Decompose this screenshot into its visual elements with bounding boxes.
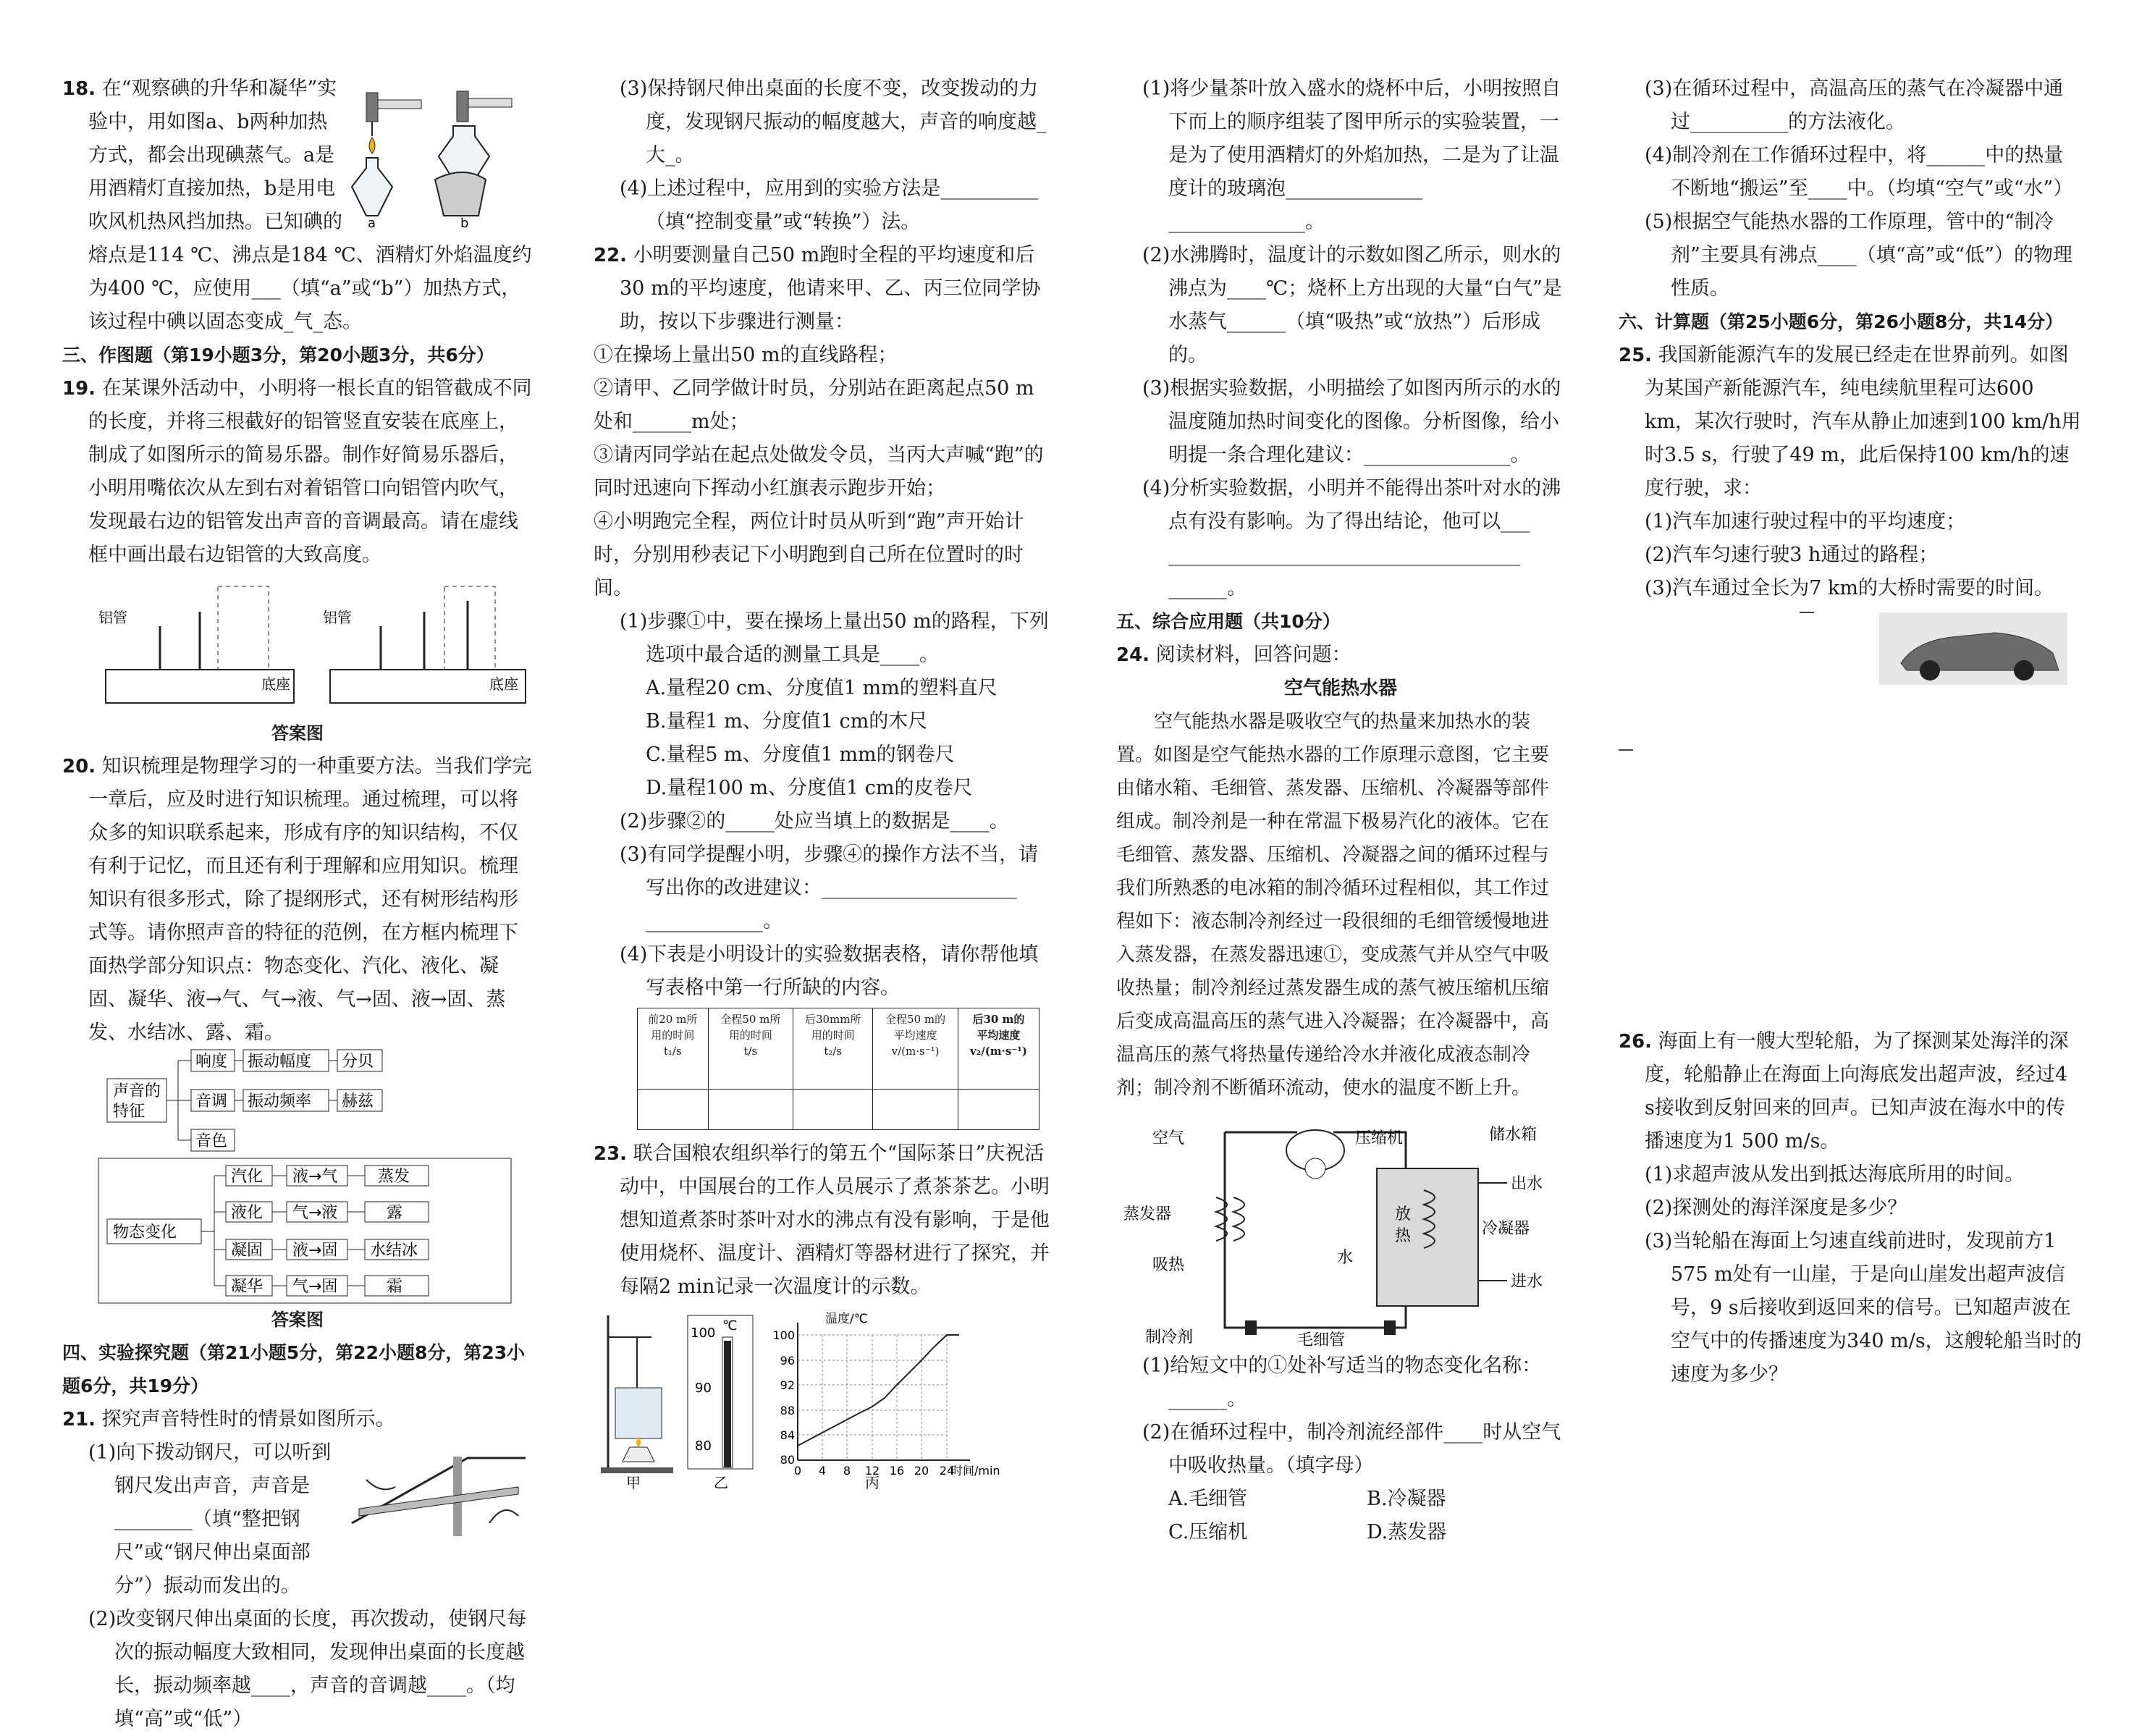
question-21 bbox=[62, 1403, 533, 1436]
q22-data-table bbox=[637, 1008, 1039, 1130]
diag-condenser: 冷凝器 bbox=[1482, 1220, 1530, 1238]
q24-text: 阅读材料，回答问题： bbox=[1155, 644, 1351, 666]
diag-water-in: 进水 bbox=[1511, 1273, 1543, 1291]
tree2-r3c1: 凝固 bbox=[231, 1242, 263, 1260]
graph-xtick-12: 12 bbox=[864, 1464, 880, 1478]
diag-release-2: 热 bbox=[1395, 1227, 1412, 1245]
table-header-1: 前20 m所 用的时间 t₁/s bbox=[638, 1008, 709, 1090]
figure-iodine-heating bbox=[352, 78, 533, 230]
q23-sub-2: (2)水沸腾时，温度计的示数如图乙所示，则水的沸点为____℃；烧杯上方出现的大量“白气”是水蒸气______（填“吸热”或“放热”）后形成的。 bbox=[1142, 244, 1562, 366]
thermo-tick-80: 80 bbox=[695, 1438, 712, 1454]
q21-sub-4: (4)上述过程中，应用到的实验方法是__________（填“控制变量”或“转换”）法。 bbox=[620, 177, 1039, 233]
q26-part-3: (3)当轮船在海面上匀速直线前进时，发现前方1 575 m处有一山崖，于是向山崖发出超声波信号，9 s后接收到返回来的信号。已知超声波在空气中的传播速度为340 m/s，这艘轮船当时的速度为多少？ bbox=[1645, 1230, 2082, 1386]
tree2-r4c3: 霜 bbox=[387, 1278, 403, 1296]
diag-refrigerant: 制冷剂 bbox=[1145, 1328, 1194, 1347]
column-2 bbox=[594, 72, 1050, 1489]
graph-xtick-16: 16 bbox=[889, 1464, 905, 1478]
question-19 bbox=[62, 372, 533, 572]
graph-grid bbox=[798, 1335, 947, 1460]
figure-car bbox=[1619, 605, 2082, 707]
table-cell bbox=[638, 1090, 709, 1130]
q22-number: 22. bbox=[594, 245, 628, 266]
label-yi: 乙 bbox=[714, 1474, 728, 1491]
q20-text: 知识梳理是物理学习的一种重要方法。当我们学完一章后，应及时进行知识梳理。通过梳理，可以将众多的知识联系起来，形成有序的知识结构，不仅有利于记忆，而且还有利于理解和应用知识。梳理知识有很多形式，除了提纲形式，还有树形结构形式等。请你照声音的特征的范例，在方框内梳理下面热学部分知识点：物态变化、汽化、液化、凝固、凝华、液→气、气→液、气→固、液→固、蒸发、水结冰、露、霜。 bbox=[88, 755, 532, 1044]
graph-ytick-100: 100 bbox=[772, 1328, 795, 1342]
question-22 bbox=[594, 239, 1050, 339]
q25-part-2: (2)汽车匀速行驶3 h通过的路程； bbox=[1645, 544, 1939, 566]
thermo-unit: ℃ bbox=[722, 1318, 738, 1333]
q22-part-2: (2)步骤②的_____处应当填上的数据是____。 bbox=[620, 810, 1009, 833]
graph-ytick-80: 80 bbox=[780, 1453, 795, 1467]
tree1-r1c1: 响度 bbox=[195, 1053, 228, 1071]
thermo-tick-100: 100 bbox=[691, 1326, 716, 1341]
q22-part-1: (1)步骤①中，要在操场上量出50 m的路程，下列选项中最合适的测量工具是____。 bbox=[620, 610, 1049, 666]
graph-xtick-24: 24 bbox=[939, 1464, 955, 1478]
q23-figures bbox=[594, 1308, 1050, 1489]
question-24 bbox=[1116, 639, 1565, 672]
tree2-row-4 bbox=[214, 1276, 429, 1296]
q25-number: 25. bbox=[1619, 345, 1653, 366]
q24-part-3: (3)在循环过程中，高温高压的蒸气在冷凝器中通过__________的方法液化。 bbox=[1645, 77, 2064, 133]
table-cell bbox=[958, 1090, 1039, 1130]
tree2-r3c3: 水结冰 bbox=[370, 1242, 418, 1260]
label-a: a bbox=[368, 216, 376, 231]
tube-label-1: 铝管 bbox=[98, 609, 127, 626]
question-23 bbox=[594, 1137, 1050, 1304]
graph-xtick-20: 20 bbox=[914, 1464, 929, 1478]
q19-text: 在某课外活动中，小明将一根长直的铝管截成不同的长度，并将三根截好的铝管竖直安装在底座上，制成了如图所示的简易乐器。制作好简易乐器后，小明用嘴依次从左到右对着铝管口向铝管内吹气，发现最右边的铝管发出声音的音调最高。请在虚线框中画出最右边铝管的大致高度。 bbox=[88, 377, 532, 566]
q25-part-3: (3)汽车通过全长为7 km的大桥时需要的时间。 bbox=[1645, 577, 2054, 599]
base-label-2: 底座 bbox=[489, 675, 518, 693]
q23-text: 联合国粮农组织举行的第五个“国际茶日”庆祝活动中，中国展台的工作人员展示了煮茶茶艺。小明想知道煮茶时茶叶对水的沸点有没有影响，于是他使用烧杯、温度计、酒精灯等器材进行了探究，并每隔2 min记录一次温度计的示数。 bbox=[620, 1142, 1050, 1298]
q24-option-d: D.蒸发器 bbox=[1367, 1521, 1447, 1543]
q21-sub-3: (3)保持钢尺伸出桌面的长度不变，改变拨动的力度，发现钢尺振动的幅度越大，声音的响度越_大_。 bbox=[620, 77, 1047, 167]
tree2-root: 物态变化 bbox=[113, 1223, 177, 1242]
figure-apparatus bbox=[601, 1315, 673, 1491]
q23-sub-1: (1)将少量茶叶放入盛水的烧杯中后，小明按照自下而上的顺序组装了图甲所示的实验装置，一是为了使用酒精灯的外焰加热，二是为了让温度计的玻璃泡______________ bbox=[1142, 77, 1561, 200]
diag-water-out: 出水 bbox=[1511, 1175, 1543, 1193]
q22-step-3: ③请丙同学站在起点处做发令员，当丙大声喊“跑”的同时迅速向下挥动小红旗表示跑步开始； bbox=[594, 444, 1044, 500]
q23-number: 23. bbox=[594, 1143, 628, 1165]
graph-ytick-92: 92 bbox=[780, 1378, 795, 1392]
diag-capillary: 毛细管 bbox=[1297, 1331, 1346, 1349]
tree1-root-line1: 声音的 bbox=[113, 1082, 161, 1100]
question-18 bbox=[62, 72, 533, 339]
graph-xtick-4: 4 bbox=[818, 1464, 827, 1478]
q26-part-1: (1)求超声波从发出到抵达海底所用的时间。 bbox=[1645, 1163, 2025, 1186]
q21-text: 探究声音特性时的情景如图所示。 bbox=[101, 1408, 395, 1430]
graph-ytick-96: 96 bbox=[780, 1354, 795, 1368]
q23-sub-4: (4)分析实验数据，小明并不能得出茶叶对水的沸点有没有影响。为了得出结论，他可以___ bbox=[1142, 477, 1561, 533]
q22-step-2: ②请甲、乙同学做计时员，分别站在距离起点50 m处和______m处； bbox=[594, 377, 1034, 433]
graph-ytick-88: 88 bbox=[780, 1404, 795, 1417]
tree2-row-3 bbox=[214, 1239, 429, 1260]
graph-ytick-84: 84 bbox=[780, 1428, 795, 1442]
diag-air: 空气 bbox=[1152, 1129, 1185, 1147]
label-b: b bbox=[460, 216, 469, 231]
thermo-tick-90: 90 bbox=[695, 1381, 712, 1396]
table-cell bbox=[793, 1090, 873, 1130]
q26-part-2: (2)探测处的海洋深度是多少？ bbox=[1645, 1197, 1907, 1219]
q24-number: 24. bbox=[1116, 644, 1150, 666]
tree1-r1c2: 振动幅度 bbox=[248, 1053, 312, 1071]
tree2-row-1 bbox=[214, 1166, 429, 1186]
tree1-root-line2: 特征 bbox=[113, 1103, 146, 1121]
q22-part-3-blank: ____________。 bbox=[646, 910, 783, 932]
q23-sub-1-blank: ______________。 bbox=[1168, 211, 1325, 233]
q22-step-1: ①在操场上量出50 m的直线路程； bbox=[594, 344, 898, 366]
q21-number: 21. bbox=[62, 1409, 96, 1430]
passage-body: 空气能热水器是吸收空气的热量来加热水的装置。如图是空气能热水器的工作原理示意图，它主要由储水箱、毛细管、蒸发器、压缩机、冷凝器等部件组成。制冷剂是一种在常温下极易汽化的液体。它在毛细管、蒸发器、压缩机、冷凝器之间的循环过程与我们所熟悉的电冰箱的制冷循环过程相似，其工作过程如下：液态制冷剂经过一段很细的毛细管缓慢地进入蒸发器，在蒸发器迅速①，变成蒸气并从空气中吸收热量；制冷剂经过蒸发器生成的蒸气被压缩机压缩后变成高温高压的蒸气进入冷凝器；在冷凝器中，高温高压的蒸气将热量传递给冷水并液化成液态制冷剂；制冷剂不断循环流动，使水的温度不断上升。 bbox=[1116, 711, 1550, 1099]
q26-text: 海面上有一艘大型轮船，为了探测某处海洋的深度，轮船静止在海面上向海底发出超声波，经过4 s接收到反射回来的回声。已知声波在海水中的传播速度为1 500 m/s。 bbox=[1645, 1030, 2069, 1153]
question-20 bbox=[62, 750, 533, 1050]
tree2-r1c1: 汽化 bbox=[231, 1168, 263, 1186]
column-3 bbox=[1116, 72, 1565, 1549]
tree1-r2c1: 音调 bbox=[195, 1092, 228, 1111]
q22-text: 小明要测量自己50 m跑时全程的平均速度和后30 m的平均速度，他请来甲、乙、丙三位同学协助，按以下步骤进行测量： bbox=[620, 244, 1041, 333]
q24-part-1: (1)给短文中的①处补写适当的物态变化名称：______。 bbox=[1142, 1354, 1542, 1410]
q19-caption: 答案图 bbox=[271, 723, 324, 743]
q21-sub-1: (1)向下拨动钢尺，可以听到钢尺发出声音，声音是________（填“整把钢尺”或“钢尺伸出桌面部分”）振动而发出的。 bbox=[88, 1441, 332, 1597]
table-cell bbox=[708, 1090, 793, 1130]
q21-sub-1-block bbox=[62, 1436, 533, 1603]
q24-part-4: (4)制冷剂在工作循环过程中，将______中的热量不断地“搬运”至____中。（均填“空气”或“水”） bbox=[1645, 144, 2073, 200]
table-header-3: 后30mm所 用的时间 t₂/s bbox=[793, 1008, 873, 1090]
q20-caption: 答案图 bbox=[271, 1310, 324, 1330]
q18-number: 18. bbox=[62, 78, 96, 100]
tree2-row-2 bbox=[214, 1202, 429, 1222]
q25-part-1: (1)汽车加速行驶过程中的平均速度； bbox=[1645, 510, 1966, 533]
tree2-r2c3: 露 bbox=[387, 1204, 403, 1222]
diag-absorb: 吸热 bbox=[1152, 1256, 1185, 1274]
q23-sub-4-blank-1: ____________________________________ bbox=[1168, 544, 1520, 566]
tree1-r2c3: 赫兹 bbox=[342, 1092, 374, 1111]
figure-tube-instrument bbox=[62, 572, 533, 717]
q22-option-c: C.量程5 m、分度值1 mm的钢卷尺 bbox=[646, 743, 955, 766]
q22-option-a: A.量程20 cm、分度值1 mm的塑料直尺 bbox=[646, 677, 998, 699]
q26-number: 26. bbox=[1619, 1031, 1653, 1053]
tree1-r2c2: 振动频率 bbox=[248, 1092, 312, 1111]
table-header-5: 后30 m的 平均速度 v₂/(m·s⁻¹) bbox=[958, 1008, 1039, 1090]
figure-heat-pump-diagram bbox=[1116, 1111, 1565, 1349]
section-6-heading: 六、计算题（第25小题6分，第26小题8分，共14分） bbox=[1619, 311, 2064, 332]
diag-water: 水 bbox=[1337, 1249, 1354, 1267]
diag-release: 放热 bbox=[1388, 1255, 1389, 1256]
q21-sub-2: (2)改变钢尺伸出桌面的长度，再次拨动，使钢尺每次的振动幅度大致相同，发现伸出桌面的长度越长，振动频率越____，声音的音调越____。（均填“高”或“低”） bbox=[88, 1608, 527, 1730]
table-header-4: 全程50 m的 平均速度 v/(m·s⁻¹) bbox=[873, 1008, 958, 1090]
q24-option-c: C.压缩机 bbox=[1168, 1521, 1248, 1543]
q25-text: 我国新能源汽车的发展已经走在世界前列。如图为某国产新能源汽车，纯电续航里程可达600 km，某次行驶时，汽车从静止加速到100 km/h用时3.5 s，行驶了49 m，此后保持100 km/h的速度行驶，求： bbox=[1645, 344, 2081, 500]
tree2-r3c2: 液→固 bbox=[292, 1242, 338, 1260]
diag-compressor: 压缩机 bbox=[1355, 1129, 1404, 1147]
q22-option-b: B.量程1 m、分度值1 cm的木尺 bbox=[646, 710, 928, 733]
knowledge-tree-state-change bbox=[62, 1158, 533, 1303]
diag-evaporator: 蒸发器 bbox=[1123, 1205, 1172, 1223]
tree2-r1c3: 蒸发 bbox=[378, 1168, 410, 1186]
tree1-r3c1: 音色 bbox=[195, 1132, 228, 1150]
table-cell bbox=[873, 1090, 958, 1130]
passage-title: 空气能热水器 bbox=[1283, 678, 1397, 699]
base-label-1: 底座 bbox=[261, 675, 290, 693]
question-25 bbox=[1619, 339, 2082, 505]
q18-text: 在“观察碘的升华和凝华”实验中，用如图a、b两种加热方式，都会出现碘蒸气。a是用酒精灯直接加热，b是用电吹风机热风挡加热。已知碘的熔点是114 ℃、沸点是184 ℃、酒精灯外焰温度约为400 ℃，应使用___（填“a”或“b”）加热方式，该过程中碘以固态变成_气_态。 bbox=[88, 77, 532, 333]
q22-part-4: (4)下表是小明设计的实验数据表格，请你帮他填写表格中第一行所缺的内容。 bbox=[620, 943, 1039, 999]
q24-part-5: (5)根据空气能热水器的工作原理，管中的“制冷剂”主要具有沸点____（填“高”或“低”）的物理性质。 bbox=[1645, 211, 2073, 300]
figure-temperature-graph bbox=[772, 1312, 1000, 1491]
table-header-2: 全程50 m所 用的时间 t/s bbox=[708, 1008, 793, 1090]
graph-temperature-line bbox=[798, 1335, 959, 1446]
tree2-r2c2: 气→液 bbox=[292, 1204, 338, 1222]
q19-number: 19. bbox=[62, 378, 96, 400]
tree2-r1c2: 液→气 bbox=[292, 1168, 338, 1186]
q25-answer-space bbox=[1619, 707, 2082, 1025]
graph-xlabel: 时间/min bbox=[951, 1464, 1000, 1478]
graph-ylabel: 温度/℃ bbox=[825, 1312, 868, 1326]
tree2-r2c1: 液化 bbox=[231, 1204, 263, 1222]
question-26 bbox=[1619, 1025, 2082, 1158]
section-5-heading: 五、综合应用题（共10分） bbox=[1116, 611, 1341, 632]
tree1-r1c3: 分贝 bbox=[342, 1053, 374, 1071]
q24-option-b: B.冷凝器 bbox=[1367, 1488, 1446, 1510]
label-bing: 丙 bbox=[865, 1474, 880, 1491]
section-4-heading: 四、实验探究题（第21小题5分，第22小题8分，第23小题6分，共19分） bbox=[62, 1342, 526, 1396]
figure-thermometer bbox=[688, 1315, 753, 1491]
section-3-heading: 三、作图题（第19小题3分，第20小题3分，共6分） bbox=[62, 345, 494, 366]
q23-sub-4-blank-2: ______。 bbox=[1168, 577, 1247, 599]
tree2-r4c2: 气→固 bbox=[292, 1278, 338, 1296]
label-jia: 甲 bbox=[626, 1474, 641, 1491]
q24-options bbox=[1116, 1483, 1565, 1549]
tube-label-2: 铝管 bbox=[323, 609, 352, 626]
q23-sub-3: (3)根据实验数据，小明描绘了如图丙所示的水的温度随加热时间变化的图像。分析图像，给小明提一条合理化建议：_______________。 bbox=[1142, 377, 1561, 466]
q20-number: 20. bbox=[62, 756, 96, 778]
q22-part-3: (3)有同学提醒小明，步骤④的操作方法不当，请写出你的改进建议：____________________ bbox=[620, 843, 1039, 899]
q22-option-d: D.量程100 m、分度值1 cm的皮卷尺 bbox=[646, 777, 973, 799]
diag-release-1: 放 bbox=[1395, 1205, 1412, 1223]
tree2-r4c1: 凝华 bbox=[231, 1278, 263, 1296]
q22-step-4: ④小明跑完全程，两位计时员从听到“跑”声开始计时，分别用秒表记下小明跑到自己所在位置时的时间。 bbox=[594, 510, 1024, 599]
knowledge-tree-sound bbox=[62, 1050, 533, 1151]
column-1 bbox=[62, 72, 533, 1736]
figure-ruler bbox=[345, 1436, 533, 1545]
diag-tank: 储水箱 bbox=[1489, 1126, 1538, 1144]
graph-xtick-8: 8 bbox=[843, 1464, 851, 1478]
graph-xtick-0: 0 bbox=[793, 1464, 802, 1478]
q24-part-2: (2)在循环过程中，制冷剂流经部件____时从空气中吸收热量。（填字母） bbox=[1142, 1421, 1561, 1477]
q24-option-a: A.毛细管 bbox=[1168, 1488, 1248, 1510]
column-4 bbox=[1619, 72, 2082, 1391]
